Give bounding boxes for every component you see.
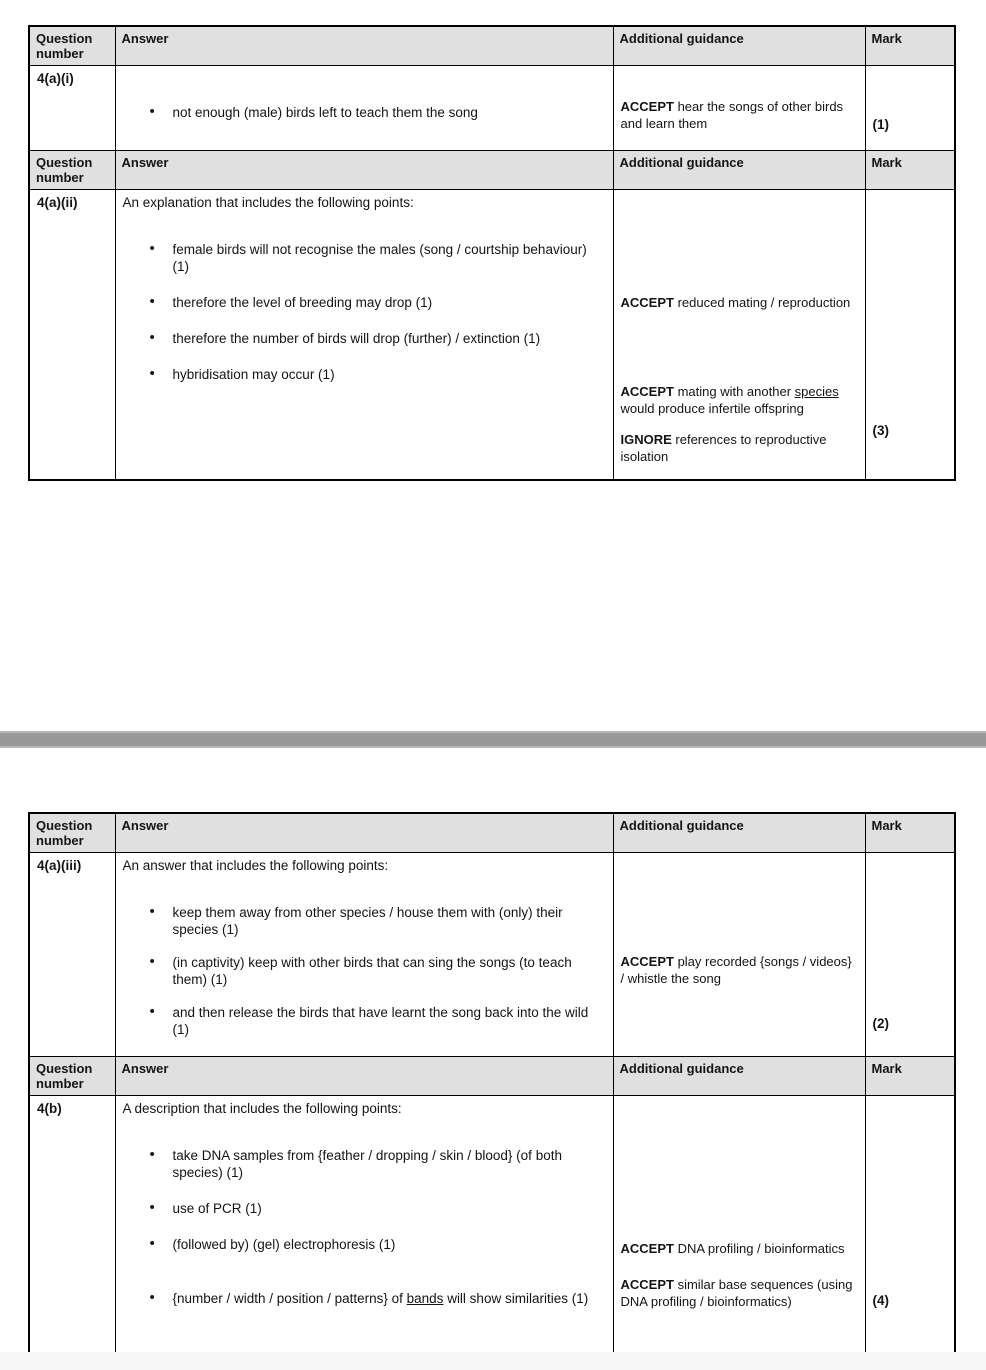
guidance-note [621,1240,858,1257]
page-bottom-edge [0,1352,986,1370]
guidance-note [621,1276,858,1310]
column-header-question-number: Question number [29,813,115,853]
guidance-keyword: ACCEPT [620,295,674,310]
table-header-row [29,151,955,190]
page-break-bar [0,731,986,748]
guidance-text: references to reproductive isolation [620,432,827,464]
mark-cell [865,190,955,480]
guidance-text: hear the songs of other birds and learn them [620,99,844,131]
mark-value: (4) [872,1293,889,1308]
row-4aiii [29,853,955,1057]
mark-cell [865,853,955,1057]
row-4b [29,1096,955,1354]
guidance-text: DNA profiling / bioinformatics [673,1241,845,1256]
question-number-cell [29,66,115,151]
guidance-cell [613,853,865,1057]
answer-bullet-text: (followed by) (gel) electrophoresis (1) [172,1237,396,1252]
guidance-keyword: IGNORE [620,432,672,447]
guidance-note [621,383,858,417]
answer-cell [115,1096,613,1354]
answer-bullet-list [123,904,606,1038]
answer-bullet-text: female birds will not recognise the males (song / courtship behaviour) (1) [172,242,587,274]
answer-bullet-text: {number / width / position / patterns} of [172,1291,407,1306]
answer-bullet-text: will show similarities (1) [443,1291,589,1306]
answer-bullet-list [123,104,606,121]
answer-bullet [150,330,606,347]
answer-bullet [150,104,606,121]
mark-value: (3) [872,423,889,438]
guidance-text: would produce infertile offspring [620,401,804,416]
question-number-cell [29,853,115,1057]
guidance-text: mating with another [673,384,795,399]
answer-intro: A description that includes the following points: [122,1101,402,1116]
answer-cell [115,190,613,480]
answer-bullet [150,1004,606,1038]
mark-cell [865,66,955,151]
guidance-keyword: ACCEPT [620,99,674,114]
answer-bullet [150,1290,606,1307]
table-header-row [29,813,955,853]
answer-bullet-text: take DNA samples from {feather / dropping / skin / blood} (of both species) (1) [172,1148,562,1180]
column-header-mark: Mark [865,26,955,66]
guidance-keyword: ACCEPT [620,954,674,969]
guidance-keyword: ACCEPT [620,1277,674,1292]
row-4ai [29,66,955,151]
column-header-answer: Answer [115,813,613,853]
column-header-additional-guidance: Additional guidance [613,151,865,190]
answer-bullet-list [123,1147,606,1307]
guidance-note [621,294,858,311]
column-header-question-number: Question number [29,151,115,190]
guidance-text: reduced mating / reproduction [673,295,851,310]
question-number: 4(a)(ii) [37,195,78,210]
mark-scheme-table-q4a [28,25,956,481]
question-number-cell [29,1096,115,1354]
column-header-additional-guidance: Additional guidance [613,813,865,853]
mark-value: (1) [872,117,889,132]
answer-bullet-text: keep them away from other species / house them with (only) their species (1) [172,905,563,937]
answer-bullet [150,366,606,383]
column-header-mark: Mark [865,813,955,853]
mark-value: (2) [872,1016,889,1031]
answer-cell [115,66,613,151]
guidance-keyword: ACCEPT [620,1241,674,1256]
column-header-additional-guidance: Additional guidance [613,26,865,66]
question-number: 4(b) [37,1101,62,1116]
answer-bullet-text: (in captivity) keep with other birds that can sing the songs (to teach them) (1) [172,955,572,987]
answer-bullet-list [123,241,606,383]
table-header-row [29,26,955,66]
answer-underlined-term: bands [406,1291,444,1306]
column-header-answer: Answer [115,26,613,66]
answer-bullet-text: hybridisation may occur (1) [172,367,335,382]
guidance-text: play recorded {songs / videos} / whistle the song [620,954,852,986]
answer-cell [115,853,613,1057]
answer-bullet-text: use of PCR (1) [172,1201,262,1216]
answer-bullet-text: therefore the number of birds will drop (further) / extinction (1) [172,331,541,346]
column-header-mark: Mark [865,1057,955,1096]
answer-bullet [150,241,606,275]
answer-bullet [150,1147,606,1181]
column-header-answer: Answer [115,1057,613,1096]
question-number: 4(a)(i) [37,71,74,86]
question-number-cell [29,190,115,480]
answer-bullet-text: and then release the birds that have learnt the song back into the wild (1) [172,1005,589,1037]
table-header-row [29,1057,955,1096]
answer-bullet [150,294,606,311]
column-header-mark: Mark [865,151,955,190]
column-header-answer: Answer [115,151,613,190]
guidance-underlined-term: species [794,384,839,399]
guidance-text: similar base sequences (using DNA profiling / bioinformatics) [620,1277,853,1309]
guidance-cell [613,190,865,480]
guidance-keyword: ACCEPT [620,384,674,399]
answer-bullet [150,904,606,938]
answer-intro: An answer that includes the following points: [122,858,389,873]
answer-intro: An explanation that includes the following points: [122,195,414,210]
guidance-cell [613,66,865,151]
answer-bullet [150,1200,606,1217]
column-header-additional-guidance: Additional guidance [613,1057,865,1096]
answer-bullet-text: not enough (male) birds left to teach them the song [172,105,478,120]
mark-cell [865,1096,955,1354]
guidance-note [621,953,858,987]
row-4aii [29,190,955,480]
guidance-cell [613,1096,865,1354]
answer-bullet [150,954,606,988]
answer-bullet [150,1236,606,1253]
column-header-question-number: Question number [29,1057,115,1096]
answer-bullet-text: therefore the level of breeding may drop (1) [172,295,433,310]
mark-scheme-table-q4b [28,812,956,1355]
guidance-note [621,98,858,132]
question-number: 4(a)(iii) [37,858,82,873]
guidance-note [621,431,858,465]
column-header-question-number: Question number [29,26,115,66]
